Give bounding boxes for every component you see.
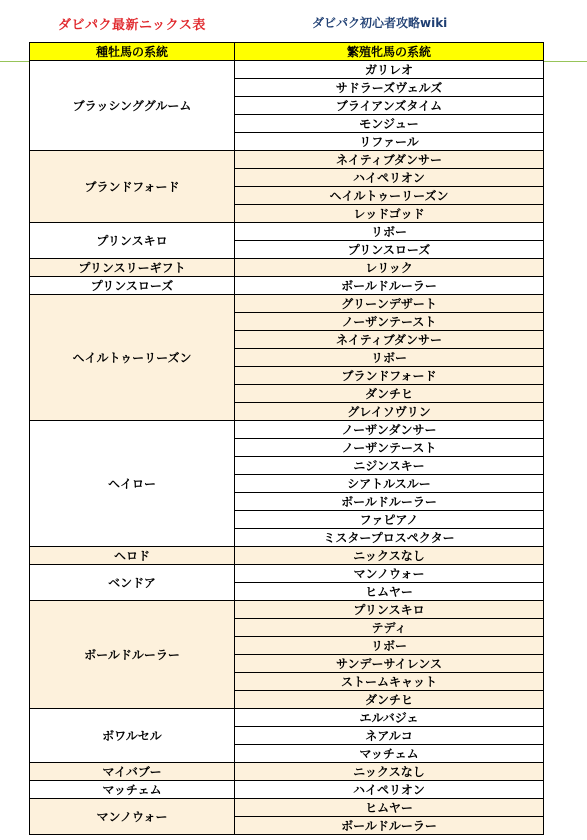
mare-cell: ダンチヒ <box>235 691 544 709</box>
mare-cell: レッドゴッド <box>235 205 544 223</box>
sire-cell: ブランドフォード <box>30 151 235 223</box>
mare-cell: ニックスなし <box>235 763 544 781</box>
sire-cell: ボワルセル <box>30 709 235 763</box>
nicks-table-title: ダビパク最新ニックス表 <box>58 18 206 33</box>
mare-cell: サンデーサイレンス <box>235 655 544 673</box>
sire-cell: プリンスリーギフト <box>30 259 235 277</box>
mare-cell: ストームキャット <box>235 673 544 691</box>
sire-cell: ヘロド <box>30 547 235 565</box>
nicks-table-body <box>30 61 544 835</box>
table-row <box>30 709 544 727</box>
table-row <box>30 61 544 79</box>
mare-cell: モンジュー <box>235 115 544 133</box>
mare-cell: ノーザンテースト <box>235 439 544 457</box>
sire-cell: ヘイロー <box>30 421 235 547</box>
table-row <box>30 763 544 781</box>
mare-cell: グレイソヴリン <box>235 403 544 421</box>
sire-column-header: 種牡馬の系統 <box>30 43 235 61</box>
mare-cell: ガリレオ <box>235 61 544 79</box>
sire-cell: プリンスキロ <box>30 223 235 259</box>
sire-cell: マンノウォー <box>30 799 235 835</box>
mare-cell: ハイペリオン <box>235 781 544 799</box>
mare-cell: ヒムヤー <box>235 799 544 817</box>
mare-cell: ミスタープロスペクター <box>235 529 544 547</box>
mare-cell: リボー <box>235 349 544 367</box>
mare-cell: テディ <box>235 619 544 637</box>
mare-cell: グリーンデザート <box>235 295 544 313</box>
mare-cell: ボールドルーラー <box>235 493 544 511</box>
mare-cell: レリック <box>235 259 544 277</box>
mare-cell: サドラーズヴェルズ <box>235 79 544 97</box>
mare-column-header: 繁殖牝馬の系統 <box>235 43 544 61</box>
nicks-table <box>29 42 544 835</box>
mare-cell: ヒムヤー <box>235 583 544 601</box>
mare-cell: マンノウォー <box>235 565 544 583</box>
table-row <box>30 259 544 277</box>
mare-cell: リファール <box>235 133 544 151</box>
table-row <box>30 601 544 619</box>
mare-cell: ダンチヒ <box>235 385 544 403</box>
mare-cell: プリンスローズ <box>235 241 544 259</box>
mare-cell: ネアルコ <box>235 727 544 745</box>
sire-cell: ブラッシンググルーム <box>30 61 235 151</box>
mare-cell: ネイティブダンサー <box>235 151 544 169</box>
mare-cell: ヘイルトゥーリーズン <box>235 187 544 205</box>
wiki-title-link[interactable]: ダビパク初心者攻略wiki <box>312 16 448 30</box>
table-row <box>30 565 544 583</box>
mare-cell: ネイティブダンサー <box>235 331 544 349</box>
table-row <box>30 277 544 295</box>
table-row <box>30 781 544 799</box>
sire-cell: ボールドルーラー <box>30 601 235 709</box>
mare-cell: シアトルスルー <box>235 475 544 493</box>
mare-cell: ファピアノ <box>235 511 544 529</box>
sire-cell: プリンスローズ <box>30 277 235 295</box>
sire-cell: マッチェム <box>30 781 235 799</box>
mare-cell: ブランドフォード <box>235 367 544 385</box>
mare-cell: ブライアンズタイム <box>235 97 544 115</box>
mare-cell: ノーザンテースト <box>235 313 544 331</box>
table-row <box>30 547 544 565</box>
mare-cell: プリンスキロ <box>235 601 544 619</box>
mare-cell: ボールドルーラー <box>235 277 544 295</box>
mare-cell: ニジンスキー <box>235 457 544 475</box>
page-header <box>0 14 587 36</box>
table-row <box>30 799 544 817</box>
table-row <box>30 421 544 439</box>
table-row <box>30 295 544 313</box>
mare-cell: リボー <box>235 637 544 655</box>
sire-cell: ベンドア <box>30 565 235 601</box>
mare-cell: エルバジェ <box>235 709 544 727</box>
mare-cell: ニックスなし <box>235 547 544 565</box>
mare-cell: リボー <box>235 223 544 241</box>
mare-cell: ノーザンダンサー <box>235 421 544 439</box>
mare-cell: マッチェム <box>235 745 544 763</box>
table-row <box>30 151 544 169</box>
table-row <box>30 223 544 241</box>
sire-cell: マイバブー <box>30 763 235 781</box>
mare-cell: ボールドルーラー <box>235 817 544 835</box>
mare-cell: ハイペリオン <box>235 169 544 187</box>
sire-cell: ヘイルトゥーリーズン <box>30 295 235 421</box>
